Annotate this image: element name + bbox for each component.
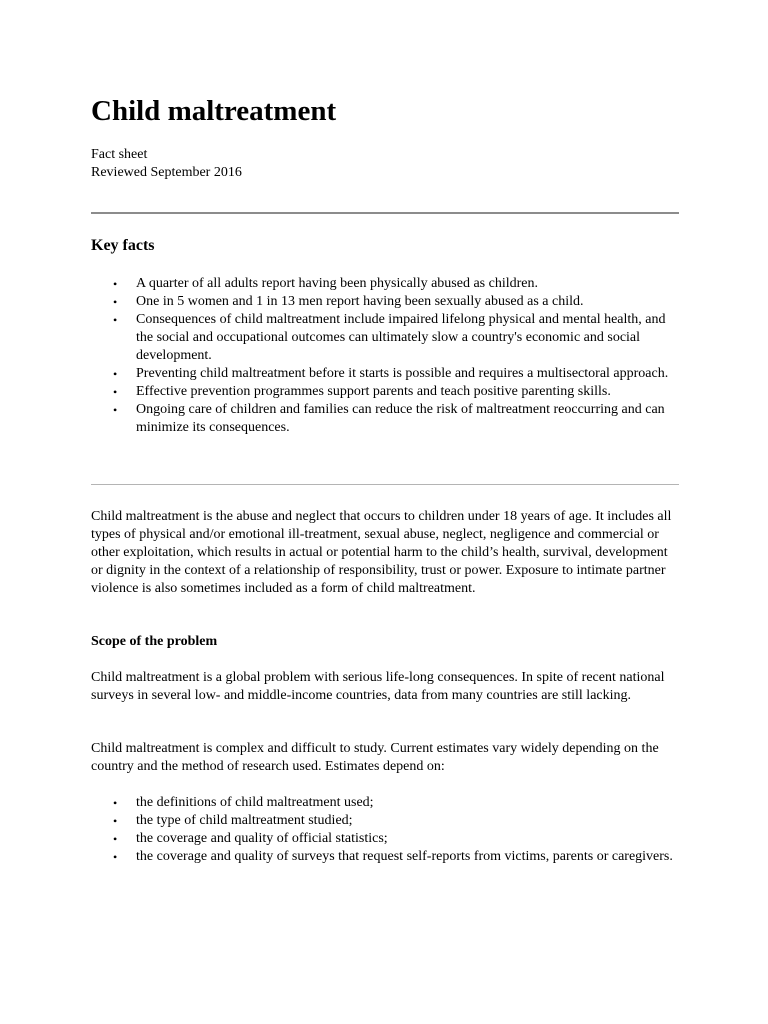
- list-item-text: Preventing child maltreatment before it starts is possible and requires a multisectoral approach.: [136, 366, 669, 381]
- list-item-text: the type of child maltreatment studied;: [136, 813, 353, 828]
- list-item-text: A quarter of all adults report having been physically abused as children.: [136, 276, 538, 291]
- intro-paragraph: Child maltreatment is the abuse and neglect that occurs to children under 18 years of age. It includes all types of physical and/or emotional ill-treatment, sexual abuse, neglect, negligence and commercial or other exploitation, which results in actual or potential harm to the child’s health, survival, development or dignity in the context of a relationship of responsibility, trust or power. Exposure to intimate partner violence is also sometimes included as a form of child maltreatment.: [91, 509, 672, 596]
- header-divider: [91, 212, 679, 214]
- list-item-text: the coverage and quality of surveys that request self-reports from victims, parents or caregivers.: [136, 849, 673, 864]
- key-facts-divider: [91, 484, 679, 485]
- document-type: Fact sheet: [91, 147, 148, 162]
- list-item-text: Effective prevention programmes support parents and teach positive parenting skills.: [136, 384, 611, 399]
- list-item-text: the coverage and quality of official statistics;: [136, 831, 388, 846]
- bullet-icon: •: [113, 367, 118, 381]
- scope-heading: Scope of the problem: [91, 634, 218, 649]
- bullet-icon: •: [113, 796, 118, 810]
- page-title: Child maltreatment: [91, 95, 337, 127]
- list-item: [91, 275, 679, 293]
- list-item: [91, 794, 679, 812]
- scope-paragraph-1: Child maltreatment is a global problem with serious life-long consequences. In spite of recent national surveys in several low- and middle-income countries, data from many countries are still lacking.: [91, 670, 665, 703]
- review-date: Reviewed September 2016: [91, 165, 242, 180]
- bullet-icon: •: [113, 313, 118, 327]
- list-item: [91, 293, 679, 311]
- bullet-icon: •: [113, 832, 118, 846]
- bullet-icon: •: [113, 850, 118, 864]
- list-item: [91, 311, 679, 365]
- bullet-icon: •: [113, 403, 118, 417]
- list-item: [91, 401, 679, 437]
- bullet-icon: •: [113, 814, 118, 828]
- key-facts-heading: Key facts: [91, 237, 155, 254]
- list-item-text: One in 5 women and 1 in 13 men report having been sexually abused as a child.: [136, 294, 584, 309]
- list-item: [91, 848, 679, 866]
- list-item: [91, 830, 679, 848]
- bullet-icon: •: [113, 385, 118, 399]
- bullet-icon: •: [113, 277, 118, 291]
- list-item: [91, 365, 679, 383]
- list-item-text: Consequences of child maltreatment include impaired lifelong physical and mental health, and the social and occupational outcomes can ultimately slow a country's economic and social development.: [136, 312, 666, 363]
- list-item-text: Ongoing care of children and families can reduce the risk of maltreatment reoccurring and can minimize its consequences.: [136, 402, 665, 435]
- estimate-factors-list: [91, 794, 679, 866]
- scope-paragraph-2: Child maltreatment is complex and difficult to study. Current estimates vary widely depending on the country and the method of research used. Estimates depend on:: [91, 741, 659, 774]
- bullet-icon: •: [113, 295, 118, 309]
- document-meta: [91, 146, 242, 182]
- list-item: [91, 812, 679, 830]
- list-item-text: the definitions of child maltreatment used;: [136, 795, 374, 810]
- key-facts-list: [91, 275, 679, 437]
- list-item: [91, 383, 679, 401]
